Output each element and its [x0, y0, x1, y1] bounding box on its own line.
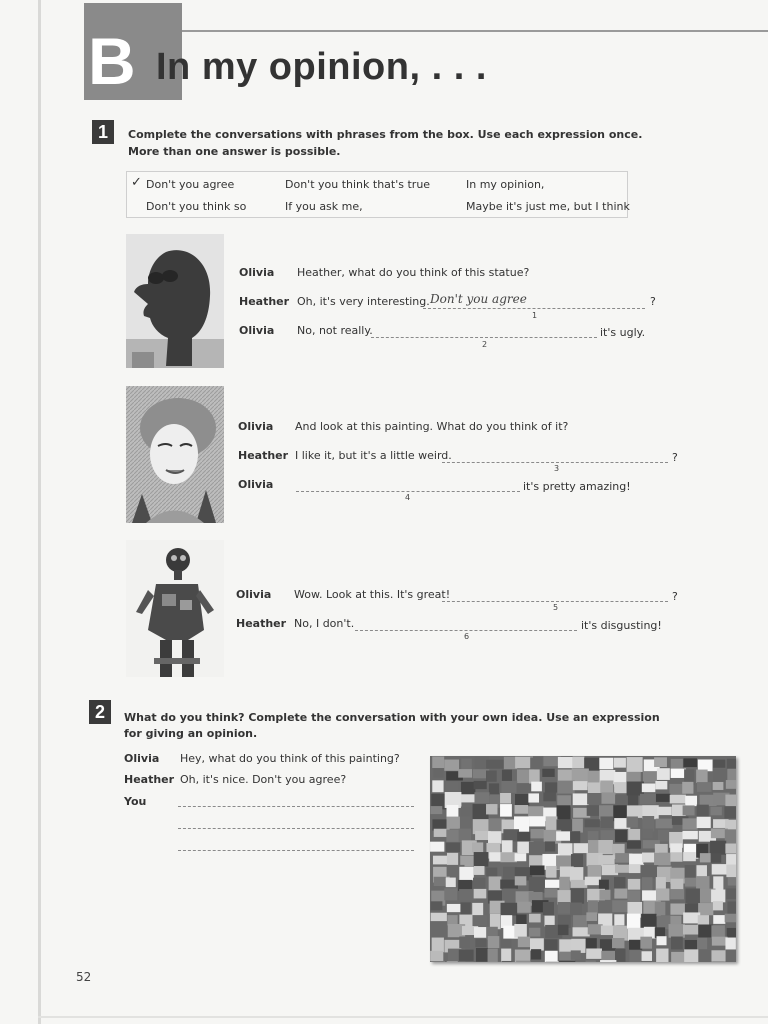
brush-stroke — [712, 937, 728, 946]
brush-stroke — [447, 904, 461, 912]
brush-stroke — [503, 889, 516, 901]
brush-stroke — [726, 949, 736, 962]
statue-image — [126, 234, 224, 368]
brush-stroke — [615, 865, 631, 873]
brush-stroke — [600, 816, 612, 827]
brush-stroke — [572, 819, 583, 833]
brush-stroke — [546, 866, 557, 878]
brush-stroke — [570, 831, 580, 843]
brush-stroke — [725, 914, 736, 923]
brush-stroke — [489, 783, 499, 795]
brush-stroke — [726, 865, 736, 878]
header-rule — [180, 30, 768, 32]
brush-stroke — [697, 782, 712, 792]
brush-stroke — [671, 937, 683, 950]
speaker-label: Olivia — [239, 266, 275, 279]
phrase-item: If you ask me, — [285, 200, 363, 213]
brush-stroke — [472, 903, 483, 916]
page-bottom-edge — [38, 1016, 768, 1018]
brush-stroke — [658, 830, 669, 842]
brush-stroke — [696, 876, 709, 890]
brush-stroke — [682, 818, 697, 829]
brush-stroke — [600, 960, 616, 962]
brush-stroke — [570, 903, 582, 917]
brush-stroke — [486, 760, 504, 769]
brush-stroke — [542, 769, 554, 777]
brush-stroke — [558, 925, 569, 935]
brush-stroke — [586, 948, 602, 958]
brush-stroke — [431, 913, 447, 921]
brush-stroke — [460, 902, 470, 914]
brush-stroke — [501, 949, 511, 962]
brush-stroke — [544, 916, 554, 927]
brush-stroke — [629, 940, 642, 950]
brush-stroke — [598, 840, 613, 854]
brush-stroke — [725, 795, 736, 807]
speaker-label: Olivia — [236, 588, 272, 601]
brush-stroke — [476, 948, 488, 962]
brush-stroke — [573, 793, 589, 805]
dialogue-end: ? — [650, 295, 656, 308]
phrase-item: Maybe it's just me, but I think — [466, 200, 630, 213]
brush-stroke — [683, 758, 697, 767]
dialogue-end: ? — [672, 451, 678, 464]
brush-stroke — [486, 804, 497, 814]
brush-stroke — [585, 877, 601, 885]
brush-stroke — [640, 937, 652, 949]
brush-stroke — [529, 914, 541, 923]
brush-stroke — [432, 780, 443, 792]
brush-stroke — [629, 950, 641, 962]
brush-stroke — [488, 936, 500, 948]
brush-stroke — [683, 852, 696, 861]
abstract-painting-image — [430, 756, 736, 962]
exercise-1-number: 1 — [92, 120, 114, 144]
brush-stroke — [698, 903, 713, 915]
brush-stroke — [727, 769, 736, 780]
brush-stroke — [488, 831, 501, 844]
brush-stroke — [501, 903, 518, 916]
brush-stroke — [529, 816, 545, 826]
brush-stroke — [458, 769, 472, 778]
brush-stroke — [543, 902, 554, 915]
brush-stroke — [588, 900, 598, 914]
brush-stroke — [585, 819, 600, 827]
dialogue-end: it's disgusting! — [581, 619, 662, 632]
brush-stroke — [711, 950, 728, 961]
brush-stroke — [431, 901, 443, 910]
brush-stroke — [626, 816, 637, 827]
exercise-1-instruction-line1: Complete the conversations with phrases from the box. Use each expression once. — [128, 128, 643, 141]
brush-stroke — [696, 770, 707, 783]
brush-stroke — [640, 794, 656, 805]
brush-stroke — [473, 878, 485, 891]
brush-stroke — [724, 806, 736, 818]
blank-number: 1 — [532, 311, 538, 320]
brush-stroke — [710, 807, 721, 816]
brush-stroke — [614, 914, 624, 925]
speaker-label: Olivia — [124, 752, 160, 765]
brush-stroke — [446, 878, 456, 888]
brush-stroke — [629, 854, 643, 865]
brush-stroke — [642, 951, 652, 961]
brush-stroke — [557, 781, 574, 794]
brush-stroke — [615, 830, 627, 842]
brush-stroke — [656, 794, 670, 802]
brush-stroke — [517, 902, 531, 913]
brush-stroke — [587, 793, 602, 804]
brush-stroke — [588, 865, 602, 878]
brush-stroke — [486, 770, 497, 781]
brush-stroke — [460, 816, 471, 829]
dialogue-end: it's pretty amazing! — [523, 480, 631, 493]
brush-stroke — [518, 937, 530, 948]
brush-stroke — [670, 795, 686, 804]
brush-stroke — [642, 829, 652, 839]
brush-stroke — [433, 926, 450, 935]
brush-stroke — [615, 949, 626, 962]
brush-stroke — [642, 783, 656, 792]
dialogue-text: Oh, it's nice. Don't you agree? — [180, 773, 347, 786]
brush-stroke — [502, 961, 512, 962]
brush-stroke — [727, 901, 736, 915]
exercise-2-number: 2 — [89, 700, 111, 724]
check-mark-icon: ✓ — [131, 175, 142, 190]
brush-stroke — [558, 902, 570, 914]
brush-stroke — [627, 782, 644, 796]
brush-stroke — [683, 912, 700, 923]
speaker-label: Heather — [238, 449, 289, 462]
speaker-label: You — [124, 795, 147, 808]
brush-stroke — [430, 951, 443, 961]
brush-stroke — [474, 866, 485, 875]
blank-number: 3 — [554, 464, 560, 473]
blank-number: 6 — [464, 632, 470, 641]
blank-number: 4 — [405, 493, 411, 502]
brush-stroke — [515, 950, 530, 962]
brush-stroke — [530, 829, 544, 838]
brush-stroke — [545, 951, 558, 962]
brush-stroke — [713, 915, 725, 924]
brush-stroke — [654, 853, 671, 866]
brush-stroke — [711, 853, 721, 862]
answer-blank-9[interactable] — [178, 849, 414, 851]
blank-number: 2 — [482, 340, 488, 349]
brush-stroke — [643, 771, 657, 783]
brush-stroke — [515, 876, 527, 885]
speaker-label: Heather — [124, 773, 175, 786]
brush-stroke — [683, 925, 699, 935]
brush-stroke — [712, 864, 729, 874]
brush-stroke — [685, 878, 698, 887]
brush-stroke — [545, 880, 561, 888]
brush-stroke — [459, 829, 471, 842]
brush-stroke — [446, 843, 460, 852]
brush-stroke — [529, 842, 546, 855]
answer-blank-4[interactable] — [296, 490, 520, 492]
answer-blank-5[interactable] — [442, 600, 668, 602]
painting-image — [126, 386, 224, 523]
answer-blank-6[interactable] — [355, 629, 577, 631]
blank-number: 5 — [553, 603, 559, 612]
brush-stroke — [628, 795, 639, 806]
brush-stroke — [430, 806, 442, 814]
answer-blank-3[interactable] — [442, 461, 668, 463]
brush-stroke — [612, 900, 630, 912]
brush-stroke — [434, 877, 446, 886]
brush-stroke — [684, 949, 698, 962]
brush-stroke — [500, 804, 512, 817]
speaker-label: Olivia — [238, 478, 274, 491]
brush-stroke — [489, 876, 502, 890]
dialogue-end: ? — [672, 590, 678, 603]
brush-stroke — [614, 889, 627, 899]
brush-stroke — [544, 888, 557, 897]
brush-stroke — [570, 867, 583, 881]
brush-stroke — [475, 939, 486, 947]
phrase-item: In my opinion, — [466, 178, 545, 191]
brush-stroke — [430, 842, 444, 852]
brush-stroke — [474, 852, 489, 867]
brush-stroke — [685, 796, 697, 806]
brush-stroke — [514, 805, 528, 814]
phrase-item: Don't you agree — [146, 178, 235, 191]
brush-stroke — [698, 759, 713, 771]
brush-stroke — [474, 792, 489, 803]
brush-stroke — [516, 961, 530, 962]
brush-stroke — [574, 843, 590, 853]
brush-stroke — [559, 961, 576, 962]
brush-stroke — [500, 852, 517, 862]
brush-stroke — [627, 805, 643, 817]
answer-blank-1[interactable] — [423, 307, 645, 309]
brush-stroke — [627, 914, 640, 929]
brush-stroke — [472, 842, 483, 852]
brush-stroke — [670, 852, 682, 861]
exercise-2-instruction-line1: What do you think? Complete the conversation with your own idea. Use an expression — [124, 711, 660, 724]
brush-stroke — [515, 794, 529, 806]
brush-stroke — [601, 792, 615, 803]
brush-stroke — [726, 780, 736, 789]
exercise-2-instruction-line2: for giving an opinion. — [124, 727, 258, 740]
brush-stroke — [459, 937, 469, 949]
brush-stroke — [700, 853, 711, 862]
brush-stroke — [545, 841, 555, 851]
brush-stroke — [642, 877, 653, 890]
brush-stroke — [683, 805, 695, 815]
brush-stroke — [685, 865, 696, 879]
brush-stroke — [501, 781, 517, 793]
brush-stroke — [444, 760, 459, 771]
brush-stroke — [588, 924, 603, 934]
brush-stroke — [573, 927, 590, 936]
phrase-box — [126, 171, 628, 218]
brush-stroke — [528, 793, 539, 802]
brush-stroke — [599, 890, 610, 900]
page-spine — [38, 0, 41, 1024]
brush-stroke — [559, 877, 570, 891]
brush-stroke — [531, 949, 541, 959]
brush-stroke — [686, 888, 701, 904]
brush-stroke — [530, 938, 544, 950]
answer-blank-2[interactable] — [371, 336, 597, 338]
brush-stroke — [711, 925, 724, 938]
dialogue-text: Heather, what do you think of this statue? — [297, 266, 530, 279]
brush-stroke — [460, 856, 474, 867]
brush-stroke — [640, 865, 658, 878]
brush-stroke — [671, 769, 686, 778]
brush-stroke — [628, 879, 640, 890]
brush-stroke — [446, 782, 459, 790]
brush-stroke — [713, 901, 723, 910]
brush-stroke — [572, 768, 589, 781]
brush-stroke — [432, 938, 444, 953]
brush-stroke — [725, 829, 736, 844]
brush-stroke — [459, 950, 474, 961]
brush-stroke — [474, 927, 486, 938]
brush-stroke — [682, 782, 693, 794]
brush-stroke — [432, 756, 444, 768]
brush-stroke — [670, 889, 684, 899]
exercise-1-instruction-line2: More than one answer is possible. — [128, 145, 341, 158]
brush-stroke — [599, 758, 613, 770]
brush-stroke — [529, 928, 540, 937]
brush-stroke — [656, 819, 673, 829]
brush-stroke — [500, 793, 511, 804]
brush-stroke — [571, 950, 581, 959]
brush-stroke — [657, 768, 670, 780]
brush-stroke — [588, 782, 601, 793]
brush-stroke — [586, 960, 596, 962]
answer-blank-8[interactable] — [178, 827, 414, 829]
speaker-label: Heather — [236, 617, 287, 630]
brush-stroke — [501, 939, 512, 948]
brush-stroke — [655, 781, 667, 789]
sculpture-image — [126, 540, 224, 677]
brush-stroke — [628, 829, 640, 840]
dialogue-text: And look at this painting. What do you think of it? — [295, 420, 569, 433]
speaker-label: Olivia — [238, 420, 274, 433]
brush-stroke — [531, 782, 542, 792]
brush-stroke — [697, 938, 707, 949]
brush-stroke — [713, 760, 725, 768]
phrase-item: Don't you think so — [146, 200, 247, 213]
speaker-label: Heather — [239, 295, 290, 308]
brush-stroke — [598, 855, 614, 864]
brush-stroke — [657, 936, 667, 945]
brush-stroke — [669, 924, 685, 938]
brush-stroke — [557, 805, 571, 819]
brush-stroke — [433, 769, 443, 778]
brush-stroke — [642, 890, 658, 900]
brush-stroke — [713, 782, 724, 790]
brush-stroke — [530, 865, 545, 875]
brush-stroke — [657, 807, 672, 815]
brush-stroke — [728, 878, 736, 886]
brush-stroke — [474, 781, 487, 789]
brush-stroke — [474, 889, 487, 899]
brush-stroke — [459, 867, 473, 881]
dialogue-text: No, I don't. — [294, 617, 355, 630]
brush-stroke — [514, 924, 527, 938]
brush-stroke — [612, 938, 624, 948]
brush-stroke — [697, 817, 711, 828]
handwritten-answer: Don't you agree — [430, 292, 527, 306]
brush-stroke — [627, 841, 641, 849]
dialogue-text: Hey, what do you think of this painting? — [180, 752, 400, 765]
brush-stroke — [655, 902, 666, 916]
page-number: 52 — [76, 970, 92, 984]
brush-stroke — [488, 949, 498, 962]
brush-stroke — [529, 877, 546, 893]
brush-stroke — [697, 805, 709, 817]
brush-stroke — [654, 757, 667, 767]
section-letter: B — [88, 24, 136, 98]
page-title: In my opinion, . . . — [156, 46, 487, 88]
brush-stroke — [656, 888, 670, 900]
brush-stroke — [515, 853, 527, 861]
dialogue-text: No, not really. — [297, 324, 373, 337]
brush-stroke — [725, 844, 736, 854]
brush-stroke — [614, 758, 626, 768]
brush-stroke — [586, 912, 597, 921]
brush-stroke — [656, 949, 668, 962]
brush-stroke — [503, 829, 519, 841]
brush-stroke — [710, 841, 726, 855]
brush-stroke — [571, 888, 584, 903]
brush-stroke — [486, 868, 497, 877]
brush-stroke — [682, 831, 697, 839]
brush-stroke — [543, 792, 556, 801]
brush-stroke — [472, 915, 486, 926]
brush-stroke — [558, 757, 573, 768]
brush-stroke — [711, 890, 725, 903]
brush-stroke — [726, 888, 736, 899]
brush-stroke — [444, 888, 457, 900]
dialogue-text: Oh, it's very interesting. — [297, 295, 430, 308]
phrase-item: Don't you think that's true — [285, 178, 431, 191]
brush-stroke — [627, 757, 643, 772]
brush-stroke — [573, 757, 585, 769]
answer-blank-7[interactable] — [178, 805, 414, 807]
brush-stroke — [461, 759, 472, 771]
brush-stroke — [698, 924, 713, 937]
brush-stroke — [546, 816, 558, 830]
dialogue-end: it's ugly. — [600, 326, 646, 339]
dialogue-text: Wow. Look at this. It's great! — [294, 588, 451, 601]
brush-stroke — [573, 781, 588, 790]
speaker-label: Olivia — [239, 324, 275, 337]
brush-stroke — [600, 830, 614, 840]
dialogue-text: I like it, but it's a little weird. — [295, 449, 452, 462]
brush-stroke — [588, 831, 599, 842]
brush-stroke — [447, 915, 457, 925]
brush-stroke — [544, 939, 557, 952]
brush-stroke — [447, 853, 458, 866]
